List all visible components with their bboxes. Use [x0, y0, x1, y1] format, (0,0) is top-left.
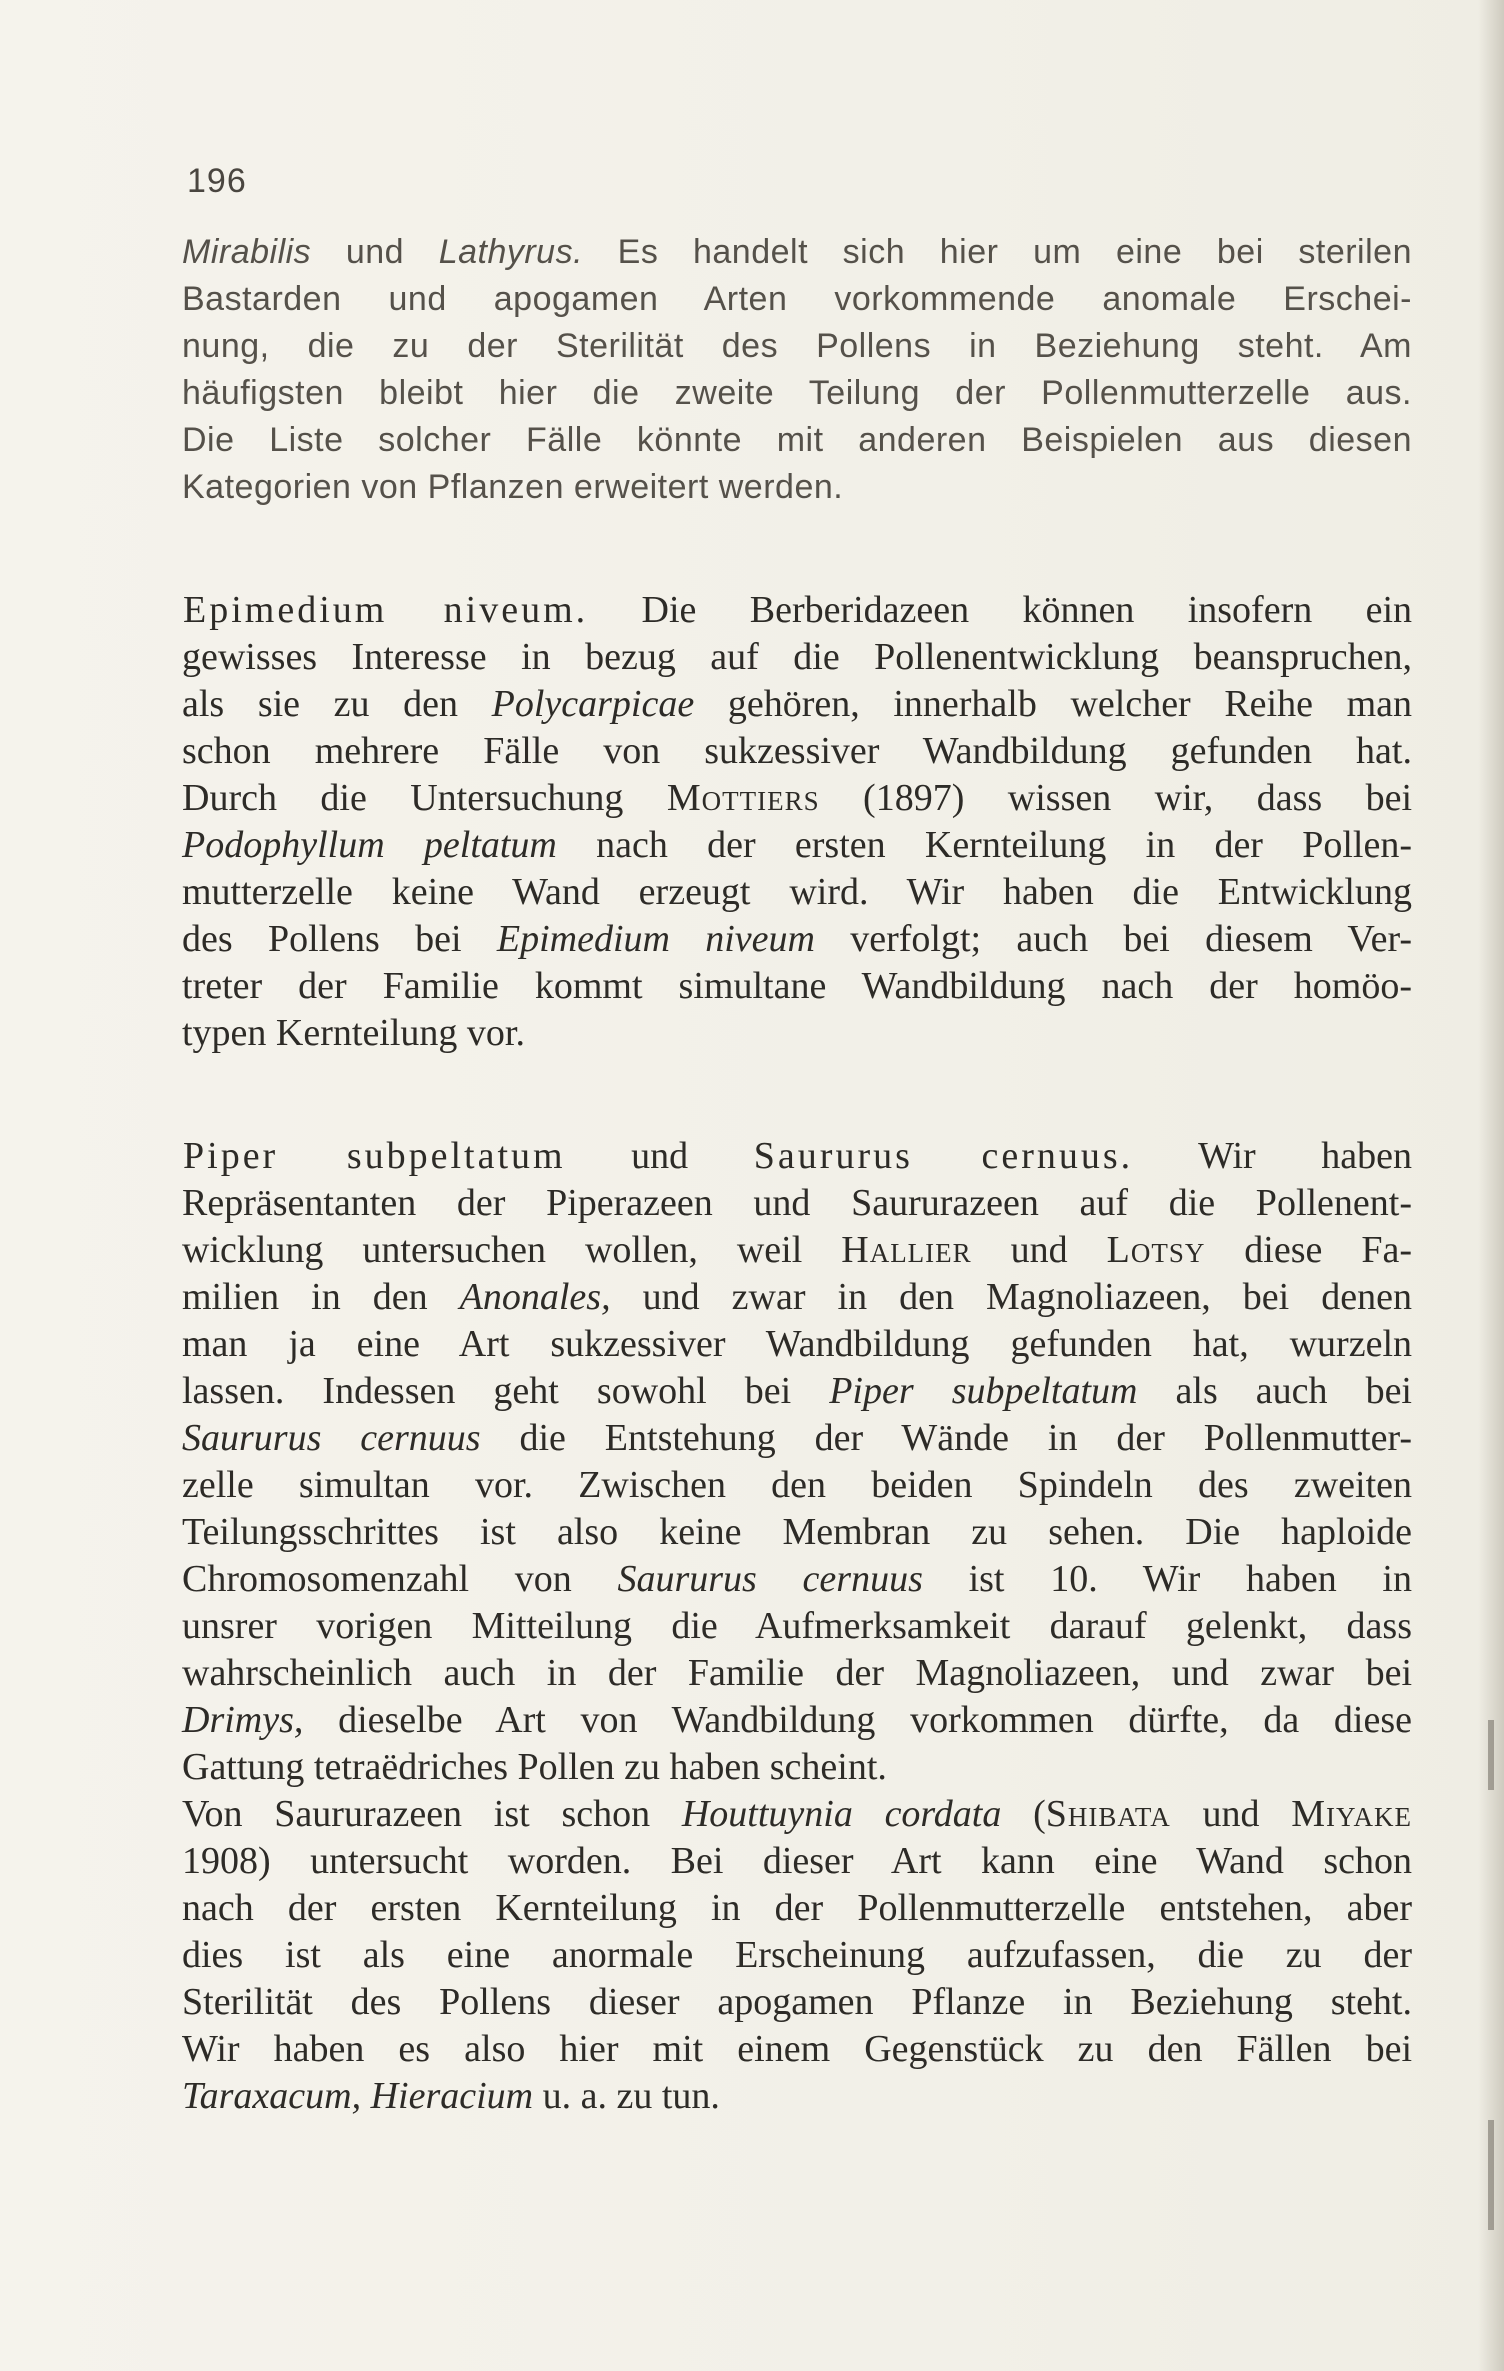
- italic-term: Anonales,: [459, 1276, 611, 1318]
- section-heading: Piper subpeltatum: [183, 1135, 566, 1177]
- text-line: Gattung tetraëdriches Pollen zu haben scheint.: [182, 1746, 887, 1788]
- text-line: Drimys, dieselbe Art von Wandbildung vorkommen dürfte, da diese: [182, 1699, 1412, 1741]
- text-line: Repräsentanten der Piperazeen und Saururazeen auf die Pollenent-: [182, 1182, 1412, 1224]
- text-line: Mirabilis und Lathyrus. Es handelt sich hier um eine bei sterilen: [182, 233, 1412, 271]
- text-line: 1908) untersucht worden. Bei dieser Art kann eine Wand schon: [182, 1840, 1412, 1882]
- text-line: wahrscheinlich auch in der Familie der Magnoliazeen, und zwar bei: [182, 1652, 1412, 1694]
- text-line: milien in den Anonales, und zwar in den Magnoliazeen, bei denen: [182, 1276, 1412, 1318]
- italic-term: Houttuynia cordata: [681, 1793, 1002, 1835]
- text-line: Wir haben es also hier mit einem Gegenstück zu den Fällen bei: [182, 2028, 1412, 2070]
- text-line: wicklung untersuchen wollen, weil Hallier und Lotsy diese Fa-: [182, 1229, 1412, 1271]
- italic-term: Podophyllum peltatum: [182, 824, 557, 866]
- italic-term: Epimedium niveum: [496, 918, 815, 960]
- text-line: Piper subpeltatum und Saururus cernuus. Wir haben: [183, 1135, 1413, 1177]
- text-line: gewisses Interesse in bezug auf die Pollenentwicklung beanspruchen,: [182, 636, 1412, 678]
- author-name: Mottiers: [666, 777, 820, 819]
- page-edge-mark: [1488, 1720, 1494, 1790]
- italic-term: Piper subpeltatum: [829, 1370, 1138, 1412]
- text-line: mutterzelle keine Wand erzeugt wird. Wir haben die Entwicklung: [182, 871, 1412, 913]
- text-line: typen Kernteilung vor.: [182, 1012, 525, 1054]
- italic-term: Taraxacum, Hieracium: [182, 2075, 534, 2117]
- text-line: nach der ersten Kernteilung in der Pollenmutterzelle entstehen, aber: [182, 1887, 1412, 1929]
- text-line: Teilungsschrittes ist also keine Membran zu sehen. Die haploide: [182, 1511, 1412, 1553]
- page-edge-mark: [1488, 2120, 1494, 2230]
- page-edge-shadow: [1478, 0, 1504, 2371]
- text-line: nung, die zu der Sterilität des Pollens in Beziehung steht. Am: [182, 327, 1412, 365]
- text-line: des Pollens bei Epimedium niveum verfolgt; auch bei diesem Ver-: [182, 918, 1413, 960]
- author-name: Hallier: [841, 1229, 972, 1271]
- author-name: Miyake: [1291, 1793, 1413, 1835]
- text-line: treter der Familie kommt simultane Wandbildung nach der homöo-: [182, 965, 1412, 1007]
- italic-term: Drimys,: [182, 1699, 304, 1741]
- text-line: Bastarden und apogamen Arten vorkommende anomale Erschei-: [182, 280, 1412, 318]
- italic-term: Mirabilis: [182, 233, 312, 271]
- italic-term: Saururus cernuus: [617, 1558, 923, 1600]
- text-line: dies ist als eine anormale Erscheinung aufzufassen, die zu der: [182, 1934, 1412, 1976]
- author-name: Lotsy: [1106, 1229, 1206, 1271]
- text-line: Die Liste solcher Fälle könnte mit anderen Beispielen aus diesen: [182, 421, 1412, 459]
- text-line: Von Saururazeen ist schon Houttuynia cordata (Shibata und Miyake: [182, 1793, 1413, 1835]
- text-line: zelle simultan vor. Zwischen den beiden Spindeln des zweiten: [182, 1464, 1412, 1506]
- text-line: schon mehrere Fälle von sukzessiver Wandbildung gefunden hat.: [182, 730, 1412, 772]
- italic-term: Saururus cernuus: [182, 1417, 481, 1459]
- section-heading: Epimedium niveum.: [183, 589, 589, 631]
- text-line: Epimedium niveum. Die Berberidazeen können insofern ein: [183, 589, 1412, 631]
- section-heading: Saururus cernuus.: [753, 1135, 1134, 1177]
- text-line: Podophyllum peltatum nach der ersten Kernteilung in der Pollen-: [182, 824, 1412, 866]
- text-line: Chromosomenzahl von Saururus cernuus ist 10. Wir haben in: [182, 1558, 1412, 1600]
- text-line: lassen. Indessen geht sowohl bei Piper subpeltatum als auch bei: [182, 1370, 1412, 1412]
- text-line: häufigsten bleibt hier die zweite Teilung der Pollenmutterzelle aus.: [182, 374, 1412, 412]
- text-line: als sie zu den Polycarpicae gehören, innerhalb welcher Reihe man: [182, 683, 1413, 725]
- author-name: Shibata: [1045, 1793, 1171, 1835]
- italic-term: Lathyrus.: [438, 233, 584, 271]
- text-line: Taraxacum, Hieracium u. a. zu tun.: [182, 2075, 720, 2117]
- text-line: Durch die Untersuchung Mottiers (1897) wissen wir, dass bei: [182, 777, 1413, 819]
- text-line: Kategorien von Pflanzen erweitert werden.: [182, 468, 844, 506]
- italic-term: Polycarpicae: [491, 683, 695, 725]
- text-line: Sterilität des Pollens dieser apogamen Pflanze in Beziehung steht.: [182, 1981, 1412, 2023]
- text-line: unsrer vorigen Mitteilung die Aufmerksamkeit darauf gelenkt, dass: [182, 1605, 1412, 1647]
- text-line: Saururus cernuus die Entstehung der Wände in der Pollenmutter-: [182, 1417, 1412, 1459]
- page-number: 196: [187, 162, 247, 200]
- text-line: man ja eine Art sukzessiver Wandbildung gefunden hat, wurzeln: [182, 1323, 1412, 1365]
